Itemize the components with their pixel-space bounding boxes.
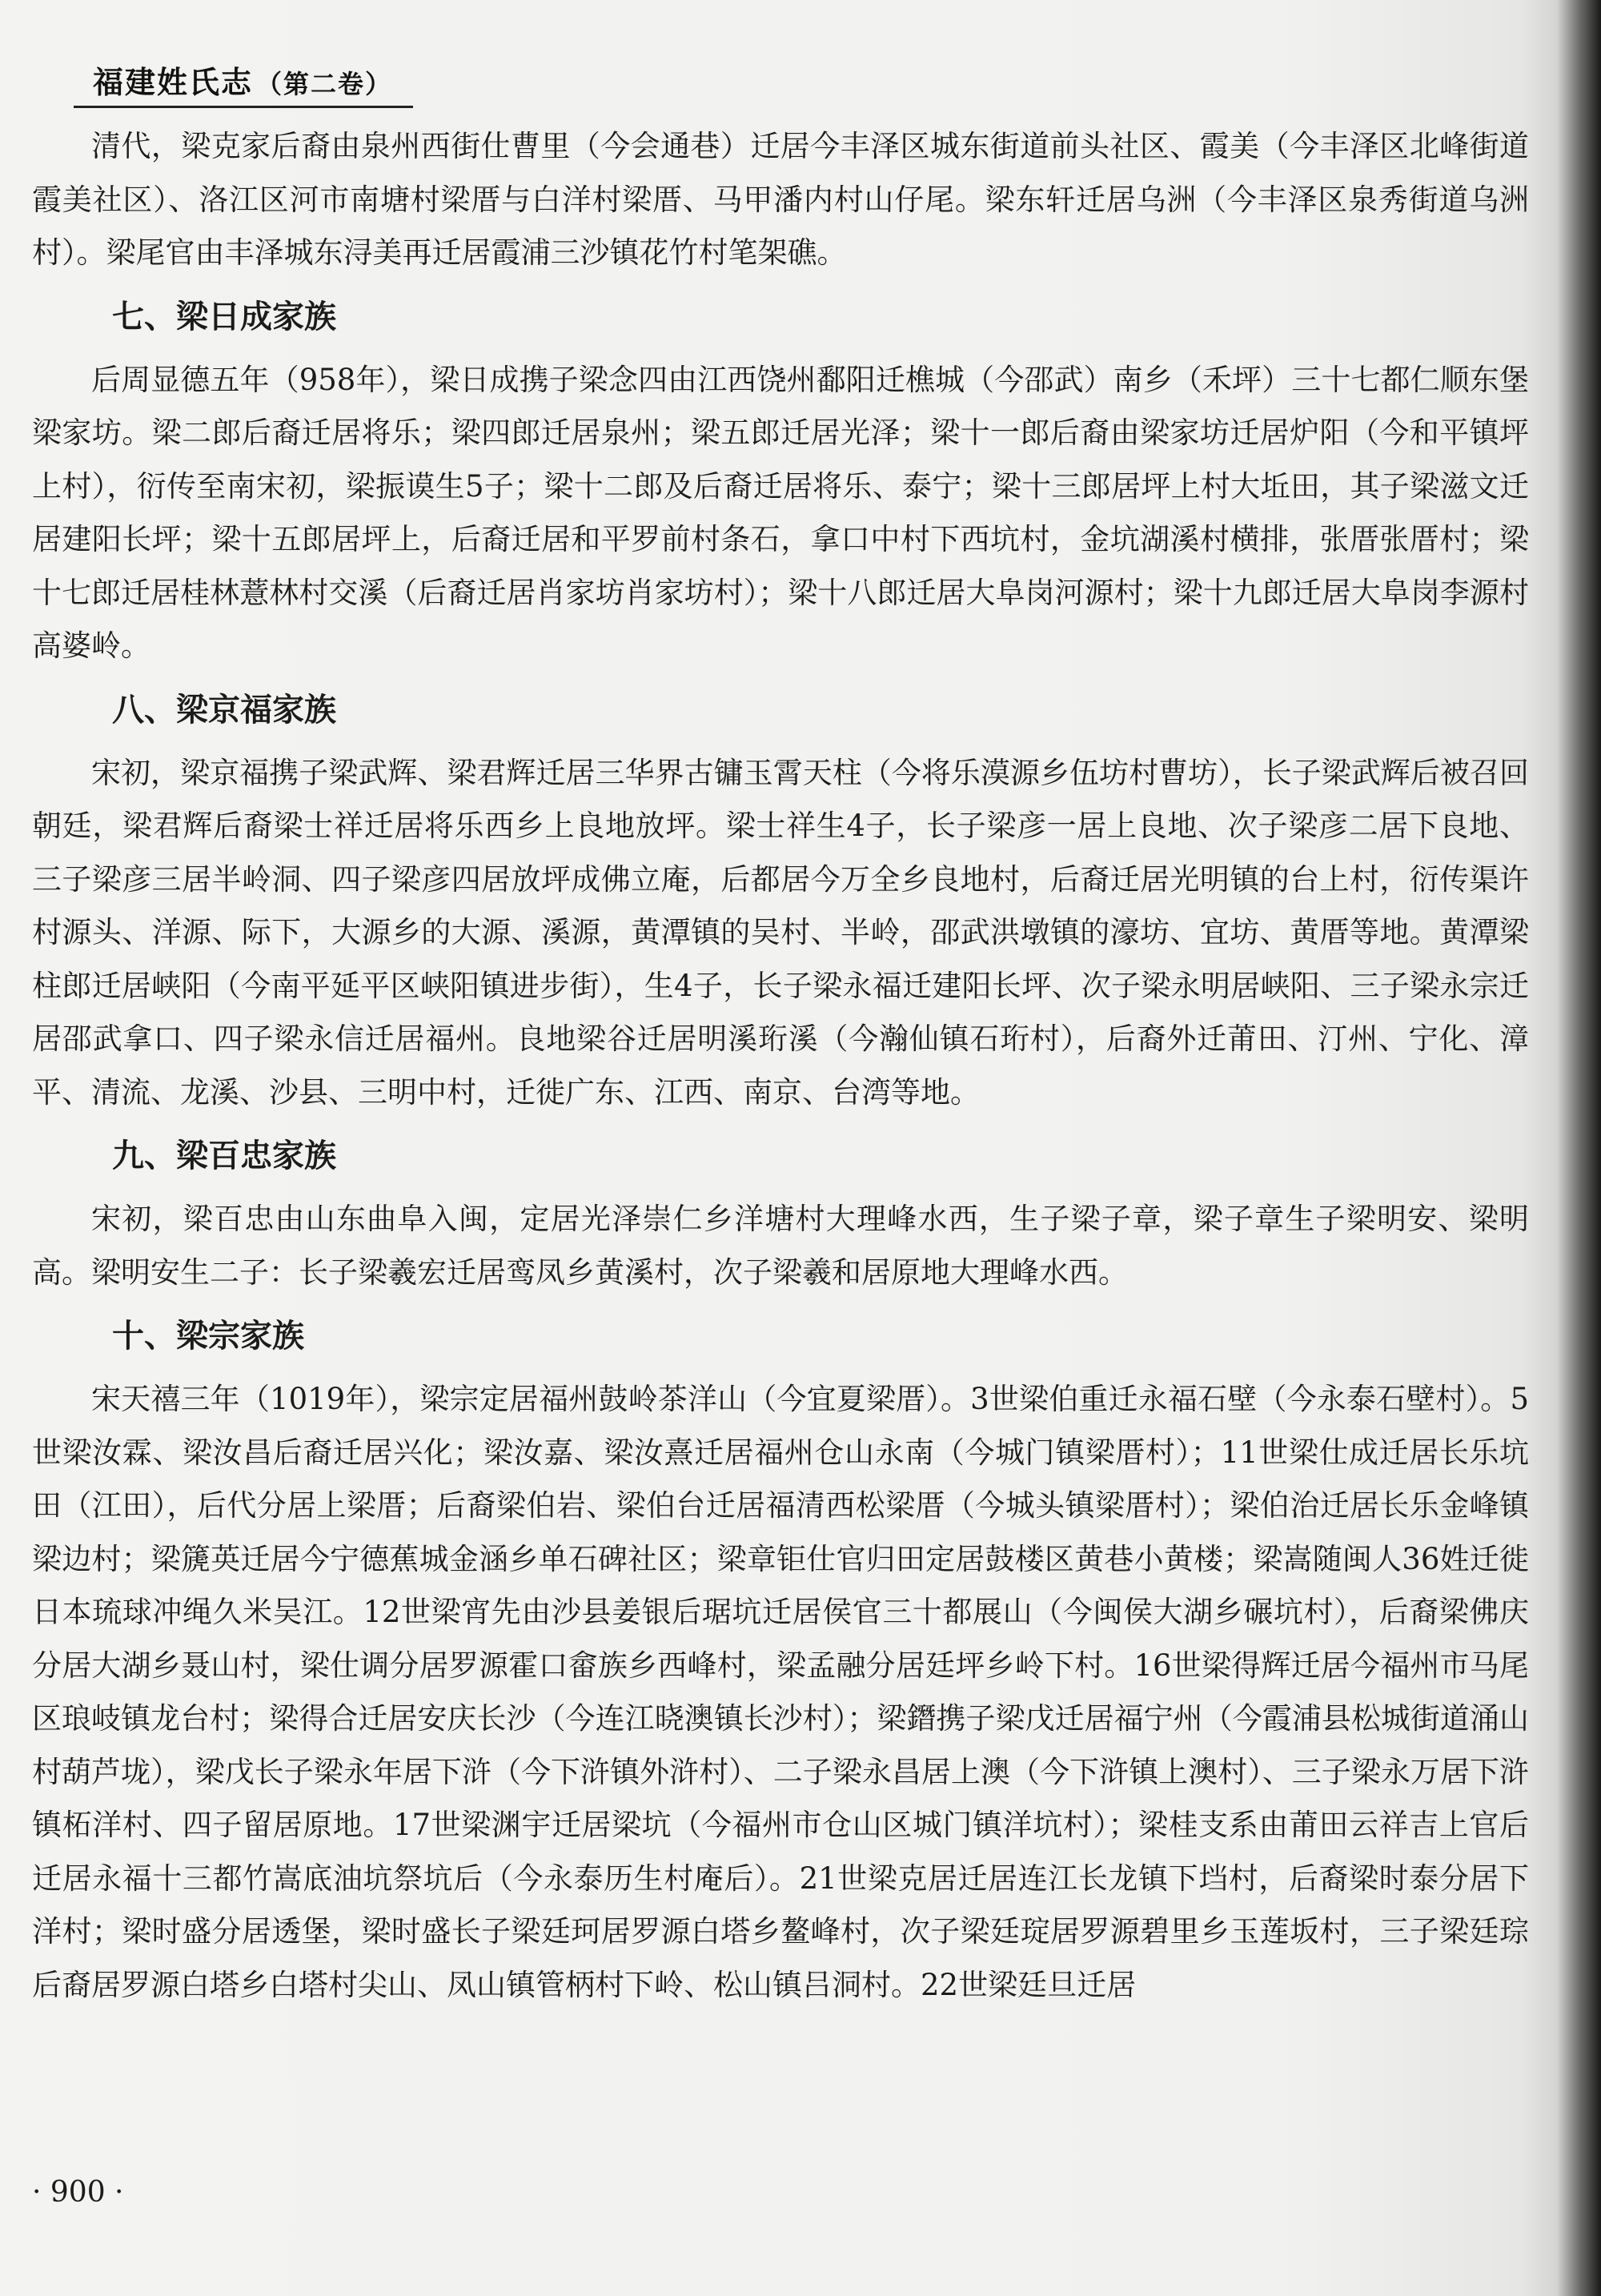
section-heading-7: 七、梁日成家族 [112,298,336,335]
running-head [93,58,392,102]
volume-label: （第二卷） [256,69,393,99]
section-heading-10: 十、梁宗家族 [112,1318,304,1355]
book-title: 福建姓氏志 [93,65,254,100]
intro-paragraph: 清代，梁克家后裔由泉州西街仕曹里（今会通巷）迁居今丰泽区城东街道前头社区、霞美（今丰泽区北峰街道霞美社区）、洛江区河市南塘村梁厝与白洋村梁厝、马甲潘内村山仔尾。梁东轩迁居乌洲（今丰泽区泉秀街道乌洲村）。梁尾官由丰泽城东浔美再迁居霞浦三沙镇花竹村笔架礁。 [32,129,1529,270]
section-9-paragraph: 宋初，梁百忠由山东曲阜入闽，定居光泽崇仁乡洋塘村大理峰水西，生子梁子章，梁子章生子梁明安、梁明高。梁明安生二子：长子梁羲宏迁居鸾凤乡黄溪村，次子梁羲和居原地大理峰水西。 [32,1202,1529,1290]
section-heading-8: 八、梁京福家族 [112,691,336,729]
header-rule [74,106,413,108]
section-8-paragraph: 宋初，梁京福携子梁武辉、梁君辉迁居三华界古镛玉霄天柱（今将乐漠源乡伍坊村曹坊），长子梁武辉后被召回朝廷，梁君辉后裔梁士祥迁居将乐西乡上良地放坪。梁士祥生4子，长子梁彦一居上良地、次子梁彦二居下良地、三子梁彦三居半岭洞、四子梁彦四居放坪成佛立庵，后都居今万全乡良地村，后裔迁居光明镇的台上村，衍传渠许村源头、洋源、际下，大源乡的大源、溪源，黄潭镇的吴村、半岭，邵武洪墩镇的濠坊、宜坊、黄厝等地。黄潭梁柱郎迁居峡阳（今南平延平区峡阳镇进步街），生4子，长子梁永福迁建阳长坪、次子梁永明居峡阳、三子梁永宗迁居邵武拿口、四子梁永信迁居福州。良地梁谷迁居明溪珩溪（今瀚仙镇石珩村），后裔外迁莆田、汀州、宁化、漳平、清流、龙溪、沙县、三明中村，迁徙广东、江西、南京、台湾等地。 [32,755,1529,1110]
page-number: · 900 · [32,2176,124,2209]
section-7-paragraph: 后周显德五年（958年），梁日成携子梁念四由江西饶州鄱阳迁樵城（今邵武）南乡（禾坪）三十七都仁顺东堡梁家坊。梁二郎后裔迁居将乐；梁四郎迁居泉州；梁五郎迁居光泽；梁十一郎后裔由梁家坊迁居炉阳（今和平镇坪上村），衍传至南宋初，梁振谟生5子；梁十二郎及后裔迁居将乐、泰宁；梁十三郎居坪上村大坵田，其子梁滋文迁居建阳长坪；梁十五郎居坪上，后裔迁居和平罗前村条石，拿口中村下西坑村，金坑湖溪村横排，张厝张厝村；梁十七郎迁居桂林薏林村交溪（后裔迁居肖家坊肖家坊村）；梁十八郎迁居大阜岗河源村；梁十九郎迁居大阜岗李源村高婆岭。 [32,362,1529,663]
main-text [32,120,1529,2012]
section-10-paragraph: 宋天禧三年（1019年），梁宗定居福州鼓岭茶洋山（今宜夏梁厝）。3世梁伯重迁永福石壁（今永泰石壁村）。5世梁汝霖、梁汝昌后裔迁居兴化；梁汝嘉、梁汝熹迁居福州仓山永南（今城门镇梁厝村）；11世梁仕成迁居长乐坑田（江田），后代分居上梁厝；后裔梁伯岩、梁伯台迁居福清西松梁厝（今城头镇梁厝村）；梁伯治迁居长乐金峰镇梁边村；梁篪英迁居今宁德蕉城金涵乡单石碑社区；梁章钜仕官归田定居鼓楼区黄巷小黄楼；梁嵩随闽人36姓迁徙日本琉球冲绳久米吴江。12世梁宵先由沙县姜银后琚坑迁居侯官三十都展山（今闽侯大湖乡碾坑村），后裔梁佛庆分居大湖乡聂山村，梁仕调分居罗源霍口畲族乡西峰村，梁孟融分居廷坪乡岭下村。16世梁得辉迁居今福州市马尾区琅岐镇龙台村；梁得合迁居安庆长沙（今连江晓澳镇长沙村）；梁鐕携子梁戊迁居福宁州（今霞浦县松城街道涌山村葫芦垅），梁戊长子梁永年居下浒（今下浒镇外浒村）、二子梁永昌居上澳（今下浒镇上澳村）、三子梁永万居下浒镇柘洋村、四子留居原地。17世梁渊宇迁居梁坑（今福州市仓山区城门镇洋坑村）；梁桂支系由莆田云祥吉上官后迁居永福十三都竹嵩底油坑祭坑后（今永泰历生村庵后）。21世梁克居迁居连江长龙镇下垱村，后裔梁时泰分居下洋村；梁时盛分居透堡，梁时盛长子梁廷珂居罗源白塔乡鳌峰村，次子梁廷琔居罗源碧里乡玉莲坂村，三子梁廷琮后裔居罗源白塔乡白塔村尖山、凤山镇管柄村下岭、松山镇吕洞村。22世梁廷旦迁居 [32,1382,1529,2002]
book-spine-shadow [1558,0,1601,2296]
section-heading-9: 九、梁百忠家族 [112,1138,336,1174]
